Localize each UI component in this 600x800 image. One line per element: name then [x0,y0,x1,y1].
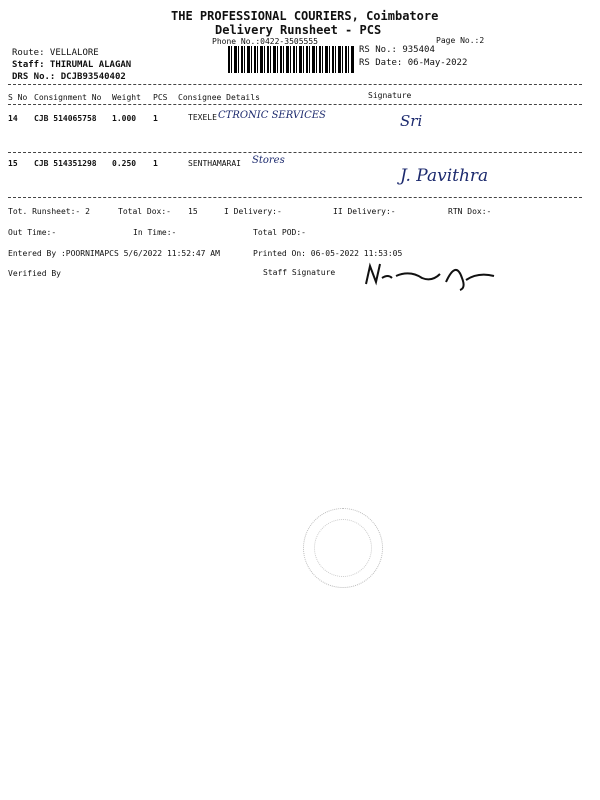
verified-by: Verified By [8,269,61,278]
page-number: Page No.:2 [436,36,485,45]
stamp-seal [303,508,383,588]
total-dox-value: 15 [188,207,198,216]
row-consignment: CJB 514065758 [34,114,97,123]
row-weight: 0.250 [112,159,137,168]
staff: Staff: THIRUMAL ALAGAN [12,60,132,70]
row-signature: Sri [400,112,423,130]
barcode [228,46,354,73]
row-consignment: CJB 514351298 [34,159,97,168]
out-time: Out Time:- [8,228,57,237]
row-sno: 14 [8,114,18,123]
row-signature: J. Pavithra [400,166,489,186]
i-delivery: I Delivery:- [224,207,282,216]
header-consignment: Consignment No [34,93,102,102]
row-pcs: 1 [153,114,158,123]
row-consignee-handwritten: Stores [252,155,285,166]
header-signature: Signature [368,91,412,100]
divider [8,197,582,198]
row-sno: 15 [8,159,18,168]
total-pod: Total POD:- [253,228,306,237]
in-time: In Time:- [133,228,177,237]
header-pcs: PCS [153,93,168,102]
row-consignee-printed: SENTHAMARAI [188,159,241,168]
phone-number: Phone No.:0422-3505555 [212,37,318,46]
rs-date: RS Date: 06-May-2022 [359,58,468,68]
row-pcs: 1 [153,159,158,168]
header-consignee: Consignee Details [178,93,260,102]
route: Route: VELLALORE [12,48,99,58]
header-sno: S No [8,93,28,102]
rtn-dox: RTN Dox:- [448,207,492,216]
header-weight: Weight [112,93,141,102]
row-weight: 1.000 [112,114,137,123]
rs-number: RS No.: 935404 [359,45,435,55]
printed-on: Printed On: 06-05-2022 11:53:05 [253,249,403,258]
document-title: Delivery Runsheet - PCS [215,23,382,37]
ii-delivery: II Delivery:- [333,207,396,216]
company-title: THE PROFESSIONAL COURIERS, Coimbatore [171,9,439,23]
drs-number: DRS No.: DCJB93540402 [12,72,126,82]
row-consignee-printed: TEXELE [188,113,217,122]
divider [8,84,582,85]
divider [8,152,582,153]
total-dox-label: Total Dox:- [118,207,171,216]
staff-signature-scribble [362,252,502,292]
divider [8,104,582,105]
entered-by: Entered By :POORNIMAPCS 5/6/2022 11:52:47 AM [8,249,220,258]
row-consignee-handwritten: CTRONIC SERVICES [218,110,326,121]
total-runsheet: Tot. Runsheet:- 2 [8,207,90,216]
staff-signature-label: Staff Signature [263,268,336,277]
